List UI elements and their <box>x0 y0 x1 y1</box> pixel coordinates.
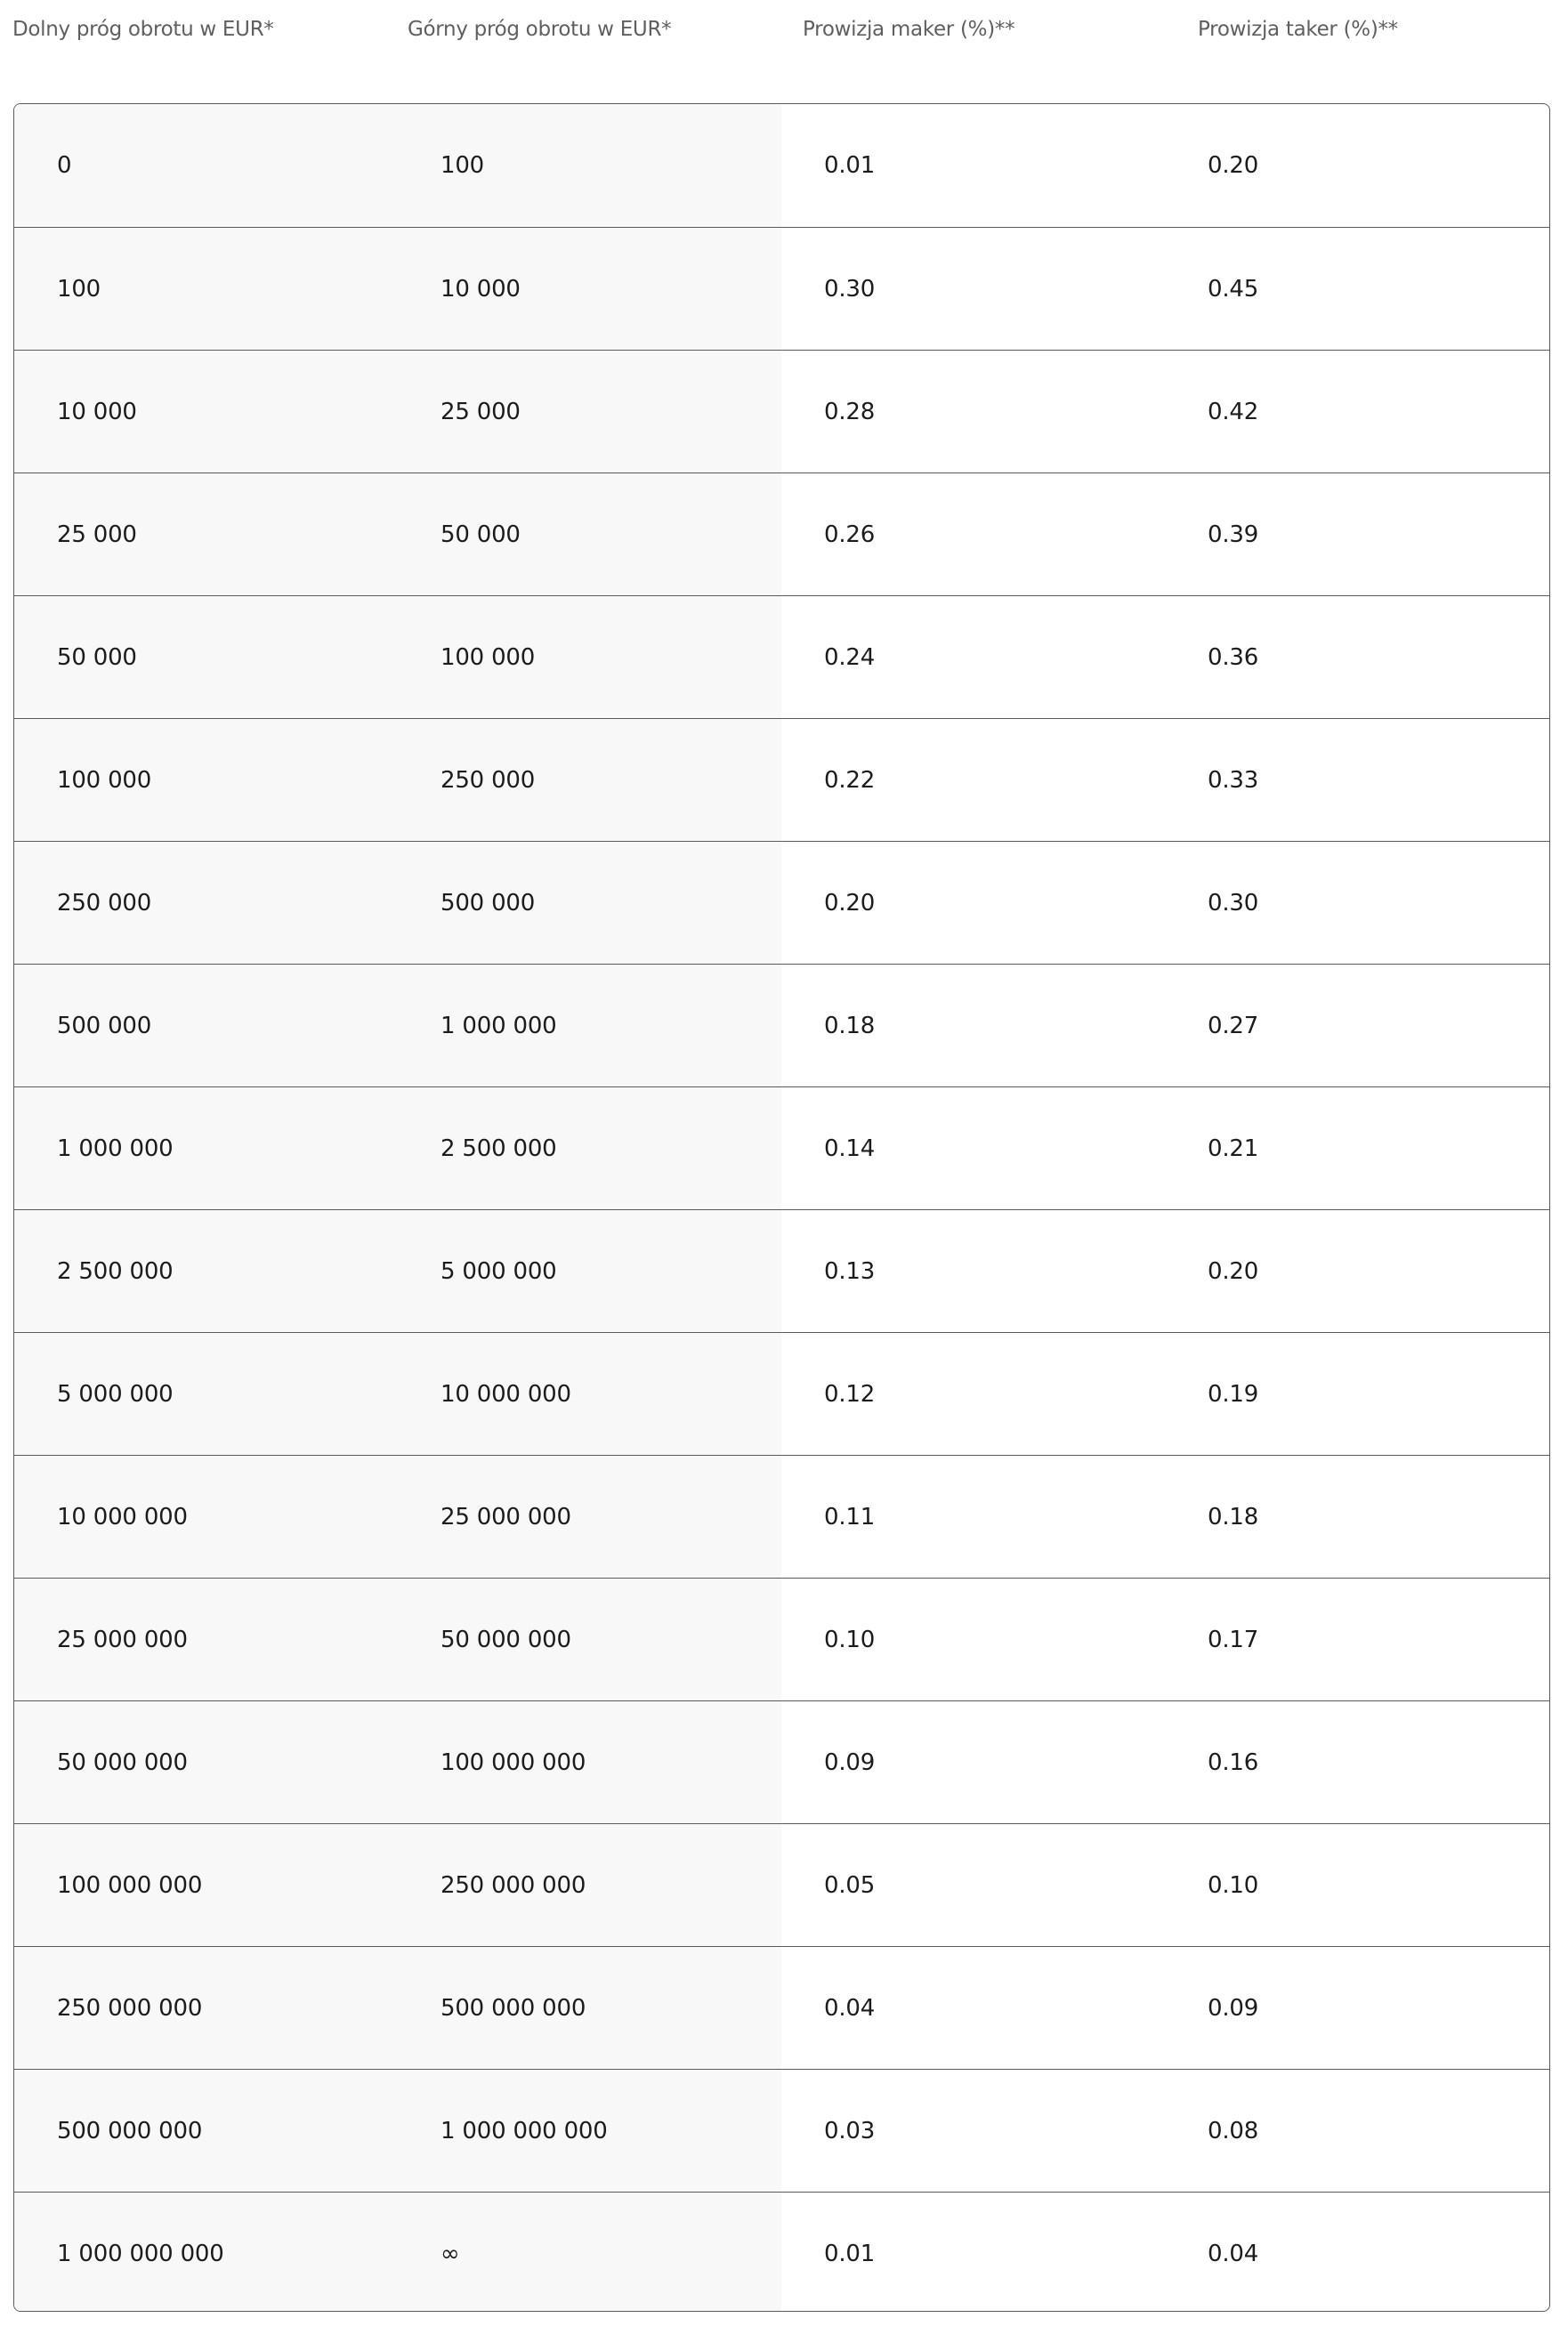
taker-fee-cell: 0.09 <box>1208 1994 1259 2022</box>
header-lower-threshold: Dolny próg obrotu w EUR* <box>12 18 274 41</box>
taker-fee-cell: 0.10 <box>1208 1871 1259 1899</box>
upper-threshold-cell: 2 500 000 <box>440 1135 557 1162</box>
table-row <box>14 1209 1549 1332</box>
upper-threshold-cell: ∞ <box>440 2240 460 2267</box>
lower-threshold-cell: 25 000 <box>57 521 137 548</box>
upper-threshold-cell: 100 <box>440 152 485 179</box>
maker-fee-cell: 0.04 <box>824 1994 876 2022</box>
taker-fee-cell: 0.18 <box>1208 1503 1259 1530</box>
upper-threshold-cell: 500 000 <box>440 889 536 917</box>
table-row <box>14 841 1549 964</box>
lower-threshold-cell: 0 <box>57 152 72 179</box>
table-row <box>14 350 1549 472</box>
taker-fee-cell: 0.30 <box>1208 889 1259 917</box>
maker-fee-cell: 0.11 <box>824 1503 876 1530</box>
maker-fee-cell: 0.01 <box>824 152 876 179</box>
taker-fee-cell: 0.04 <box>1208 2240 1259 2267</box>
lower-threshold-cell: 25 000 000 <box>57 1626 188 1653</box>
header-maker-fee: Prowizja maker (%)** <box>803 18 1015 41</box>
maker-fee-cell: 0.03 <box>824 2117 876 2144</box>
taker-fee-cell: 0.42 <box>1208 398 1259 425</box>
table-row <box>14 104 1549 227</box>
taker-fee-cell: 0.39 <box>1208 521 1259 548</box>
upper-threshold-cell: 250 000 <box>440 766 536 794</box>
table-row <box>14 1332 1549 1455</box>
upper-threshold-cell: 5 000 000 <box>440 1257 557 1285</box>
maker-fee-cell: 0.22 <box>824 766 876 794</box>
taker-fee-cell: 0.45 <box>1208 275 1259 303</box>
fee-table <box>13 103 1550 2312</box>
header-upper-threshold: Górny próg obrotu w EUR* <box>408 18 672 41</box>
table-header <box>0 0 1568 71</box>
lower-threshold-cell: 250 000 000 <box>57 1994 203 2022</box>
maker-fee-cell: 0.09 <box>824 1749 876 1776</box>
lower-threshold-cell: 1 000 000 000 <box>57 2240 224 2267</box>
lower-threshold-cell: 10 000 <box>57 398 137 425</box>
maker-fee-cell: 0.05 <box>824 1871 876 1899</box>
taker-fee-cell: 0.17 <box>1208 1626 1259 1653</box>
taker-fee-cell: 0.19 <box>1208 1380 1259 1408</box>
taker-fee-cell: 0.20 <box>1208 152 1259 179</box>
table-row <box>14 1823 1549 1946</box>
maker-fee-cell: 0.18 <box>824 1012 876 1039</box>
lower-threshold-cell: 100 <box>57 275 101 303</box>
lower-threshold-cell: 100 000 000 <box>57 1871 203 1899</box>
upper-threshold-cell: 50 000 000 <box>440 1626 571 1653</box>
lower-threshold-cell: 10 000 000 <box>57 1503 188 1530</box>
table-row <box>14 2069 1549 2192</box>
upper-threshold-cell: 1 000 000 <box>440 1012 557 1039</box>
table-row <box>14 1578 1549 1700</box>
taker-fee-cell: 0.33 <box>1208 766 1259 794</box>
table-row <box>14 472 1549 595</box>
maker-fee-cell: 0.26 <box>824 521 876 548</box>
maker-fee-cell: 0.13 <box>824 1257 876 1285</box>
table-row <box>14 964 1549 1086</box>
upper-threshold-cell: 250 000 000 <box>440 1871 586 1899</box>
lower-threshold-cell: 2 500 000 <box>57 1257 174 1285</box>
table-row <box>14 227 1549 350</box>
maker-fee-cell: 0.30 <box>824 275 876 303</box>
lower-threshold-cell: 50 000 000 <box>57 1749 188 1776</box>
table-row <box>14 2192 1549 2312</box>
lower-threshold-cell: 5 000 000 <box>57 1380 174 1408</box>
taker-fee-cell: 0.16 <box>1208 1749 1259 1776</box>
table-row <box>14 1700 1549 1823</box>
maker-fee-cell: 0.28 <box>824 398 876 425</box>
upper-threshold-cell: 10 000 000 <box>440 1380 571 1408</box>
table-row <box>14 1455 1549 1578</box>
maker-fee-cell: 0.12 <box>824 1380 876 1408</box>
table-row <box>14 718 1549 841</box>
taker-fee-cell: 0.21 <box>1208 1135 1259 1162</box>
header-taker-fee: Prowizja taker (%)** <box>1198 18 1398 41</box>
upper-threshold-cell: 50 000 <box>440 521 521 548</box>
upper-threshold-cell: 10 000 <box>440 275 521 303</box>
upper-threshold-cell: 25 000 <box>440 398 521 425</box>
lower-threshold-cell: 250 000 <box>57 889 152 917</box>
maker-fee-cell: 0.01 <box>824 2240 876 2267</box>
upper-threshold-cell: 100 000 <box>440 643 536 671</box>
taker-fee-cell: 0.20 <box>1208 1257 1259 1285</box>
upper-threshold-cell: 25 000 000 <box>440 1503 571 1530</box>
table-row <box>14 1086 1549 1209</box>
lower-threshold-cell: 1 000 000 <box>57 1135 174 1162</box>
table-row <box>14 1946 1549 2069</box>
maker-fee-cell: 0.20 <box>824 889 876 917</box>
lower-threshold-cell: 50 000 <box>57 643 137 671</box>
upper-threshold-cell: 100 000 000 <box>440 1749 586 1776</box>
maker-fee-cell: 0.24 <box>824 643 876 671</box>
lower-threshold-cell: 500 000 000 <box>57 2117 203 2144</box>
lower-threshold-cell: 500 000 <box>57 1012 152 1039</box>
upper-threshold-cell: 500 000 000 <box>440 1994 586 2022</box>
taker-fee-cell: 0.27 <box>1208 1012 1259 1039</box>
taker-fee-cell: 0.36 <box>1208 643 1259 671</box>
upper-threshold-cell: 1 000 000 000 <box>440 2117 608 2144</box>
lower-threshold-cell: 100 000 <box>57 766 152 794</box>
maker-fee-cell: 0.10 <box>824 1626 876 1653</box>
taker-fee-cell: 0.08 <box>1208 2117 1259 2144</box>
table-row <box>14 595 1549 718</box>
maker-fee-cell: 0.14 <box>824 1135 876 1162</box>
